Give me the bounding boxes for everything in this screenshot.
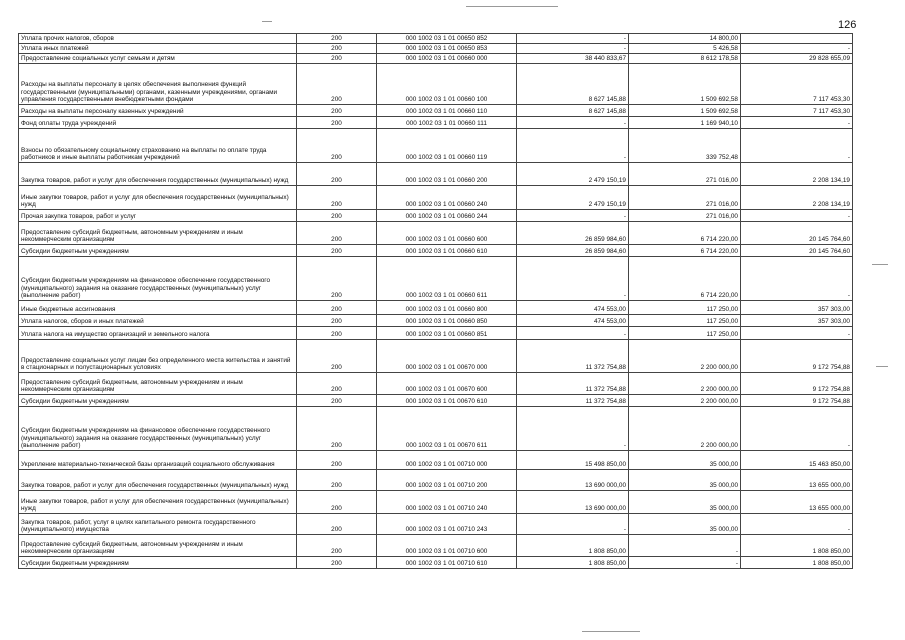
amount-cell: 5 426,58: [629, 44, 741, 54]
row-name-cell: Предоставление субсидий бюджетным, автономным учреждениям и иным некоммерческим организациям: [19, 222, 297, 245]
table-row: [19, 186, 853, 210]
line-code-cell: 200: [297, 395, 377, 407]
row-name-cell: Закупка товаров, работ, услуг в целях капитального ремонта государственного (муниципального) имущества: [19, 514, 297, 535]
budget-classification-code-cell: 000 1002 03 1 01 00660 611: [377, 257, 517, 301]
amount-cell: 7 117 453,30: [741, 105, 853, 117]
amount-cell: -: [517, 117, 629, 129]
line-code-cell: 200: [297, 535, 377, 557]
amount-cell: 357 303,00: [741, 301, 853, 315]
amount-cell: 2 479 150,19: [517, 186, 629, 210]
amount-cell: 2 208 134,19: [741, 186, 853, 210]
row-name-cell: Предоставление социальных услуг лицам без определенного места жительства и занятий в стационарных и полустационарных условиях: [19, 340, 297, 373]
amount-cell: 2 200 000,00: [629, 373, 741, 395]
line-code-cell: 200: [297, 373, 377, 395]
row-name-cell: Прочая закупка товаров, работ и услуг: [19, 210, 297, 222]
budget-classification-code-cell: 000 1002 03 1 01 00660 850: [377, 315, 517, 327]
budget-classification-code-cell: 000 1002 03 1 01 00660 244: [377, 210, 517, 222]
table-row: [19, 315, 853, 327]
budget-classification-code-cell: 000 1002 03 1 01 00660 851: [377, 327, 517, 340]
amount-cell: 35 000,00: [629, 451, 741, 470]
amount-cell: -: [629, 557, 741, 569]
amount-cell: 35 000,00: [629, 491, 741, 514]
table-row: [19, 105, 853, 117]
amount-cell: -: [517, 44, 629, 54]
amount-cell: -: [741, 44, 853, 54]
row-name-cell: Предоставление субсидий бюджетным, автономным учреждениям и иным некоммерческим организациям: [19, 535, 297, 557]
page-number: 126: [838, 19, 857, 31]
line-code-cell: 200: [297, 105, 377, 117]
amount-cell: 20 145 764,60: [741, 222, 853, 245]
amount-cell: 1 808 850,00: [741, 557, 853, 569]
line-code-cell: 200: [297, 186, 377, 210]
amount-cell: 1 509 692,58: [629, 105, 741, 117]
amount-cell: 13 655 000,00: [741, 470, 853, 491]
table-row: [19, 129, 853, 163]
table-row: [19, 117, 853, 129]
table-row: [19, 64, 853, 105]
amount-cell: 15 498 850,00: [517, 451, 629, 470]
budget-classification-code-cell: 000 1002 03 1 01 00660 240: [377, 186, 517, 210]
amount-cell: 9 172 754,88: [741, 340, 853, 373]
line-code-cell: 200: [297, 301, 377, 315]
budget-classification-code-cell: 000 1002 03 1 01 00710 610: [377, 557, 517, 569]
line-code-cell: 200: [297, 257, 377, 301]
amount-cell: 13 655 000,00: [741, 491, 853, 514]
line-code-cell: 200: [297, 54, 377, 64]
table-row: [19, 257, 853, 301]
amount-cell: 20 145 764,60: [741, 245, 853, 257]
amount-cell: 117 250,00: [629, 315, 741, 327]
budget-classification-code-cell: 000 1002 03 1 01 00710 200: [377, 470, 517, 491]
amount-cell: [741, 34, 853, 44]
amount-cell: 6 714 220,00: [629, 222, 741, 245]
amount-cell: -: [517, 257, 629, 301]
amount-cell: 2 200 000,00: [629, 395, 741, 407]
row-name-cell: Субсидии бюджетным учреждениям на финансовое обеспечение государственного (муниципального) задания на оказание государственных (муниципальных) услуг (выполнение работ): [19, 407, 297, 451]
amount-cell: 117 250,00: [629, 301, 741, 315]
row-name-cell: Закупка товаров, работ и услуг для обеспечения государственных (муниципальных) нужд: [19, 163, 297, 186]
amount-cell: 38 440 833,67: [517, 54, 629, 64]
amount-cell: 26 859 984,60: [517, 222, 629, 245]
amount-cell: 8 612 178,58: [629, 54, 741, 64]
table-row: [19, 340, 853, 373]
amount-cell: 474 553,00: [517, 315, 629, 327]
amount-cell: 117 250,00: [629, 327, 741, 340]
line-code-cell: 200: [297, 491, 377, 514]
budget-classification-code-cell: 000 1002 03 1 01 00660 119: [377, 129, 517, 163]
budget-classification-code-cell: 000 1002 03 1 01 00670 000: [377, 340, 517, 373]
amount-cell: -: [517, 129, 629, 163]
amount-cell: 1 169 940,10: [629, 117, 741, 129]
row-name-cell: Взносы по обязательному социальному страхованию на выплаты по оплате труда работников и иные выплаты работникам учреждений: [19, 129, 297, 163]
table-row: [19, 210, 853, 222]
table-row: [19, 54, 853, 64]
amount-cell: 1 808 850,00: [741, 535, 853, 557]
row-name-cell: Расходы на выплаты персоналу казенных учреждений: [19, 105, 297, 117]
table-row: [19, 44, 853, 54]
budget-classification-code-cell: 000 1002 03 1 01 00660 111: [377, 117, 517, 129]
budget-classification-code-cell: 000 1002 03 1 01 00670 610: [377, 395, 517, 407]
amount-cell: -: [741, 407, 853, 451]
amount-cell: 271 016,00: [629, 163, 741, 186]
row-name-cell: Субсидии бюджетным учреждениям: [19, 395, 297, 407]
scan-mark-right-1: [872, 264, 888, 265]
amount-cell: -: [629, 535, 741, 557]
amount-cell: 26 859 984,60: [517, 245, 629, 257]
line-code-cell: 200: [297, 222, 377, 245]
budget-classification-code-cell: 000 1002 03 1 01 00660 000: [377, 54, 517, 64]
row-name-cell: Предоставление субсидий бюджетным, автономным учреждениям и иным некоммерческим организациям: [19, 373, 297, 395]
amount-cell: 11 372 754,88: [517, 340, 629, 373]
amount-cell: 2 200 000,00: [629, 407, 741, 451]
table-row: [19, 373, 853, 395]
budget-classification-code-cell: 000 1002 03 1 01 00660 200: [377, 163, 517, 186]
amount-cell: 8 627 145,88: [517, 64, 629, 105]
amount-cell: 1 509 692,58: [629, 64, 741, 105]
amount-cell: 7 117 453,30: [741, 64, 853, 105]
amount-cell: -: [517, 327, 629, 340]
budget-classification-code-cell: 000 1002 03 1 01 00710 600: [377, 535, 517, 557]
amount-cell: 2 200 000,00: [629, 340, 741, 373]
budget-classification-code-cell: 000 1002 03 1 01 00670 600: [377, 373, 517, 395]
table-row: [19, 395, 853, 407]
table-row: [19, 535, 853, 557]
amount-cell: 29 828 655,09: [741, 54, 853, 64]
table-row: [19, 491, 853, 514]
row-name-cell: Уплата налогов, сборов и иных платежей: [19, 315, 297, 327]
amount-cell: 15 463 850,00: [741, 451, 853, 470]
amount-cell: 9 172 754,88: [741, 395, 853, 407]
amount-cell: -: [741, 129, 853, 163]
row-name-cell: Иные бюджетные ассигнования: [19, 301, 297, 315]
budget-classification-code-cell: 000 1002 03 1 01 00660 110: [377, 105, 517, 117]
budget-classification-code-cell: 000 1002 03 1 01 00670 611: [377, 407, 517, 451]
line-code-cell: 200: [297, 451, 377, 470]
row-name-cell: Уплата налога на имущество организаций и земельного налога: [19, 327, 297, 340]
row-name-cell: Иные закупки товаров, работ и услуг для обеспечения государственных (муниципальных) нужд: [19, 491, 297, 514]
amount-cell: 1 808 850,00: [517, 535, 629, 557]
amount-cell: -: [517, 210, 629, 222]
budget-classification-code-cell: 000 1002 03 1 01 00660 610: [377, 245, 517, 257]
table-row: [19, 222, 853, 245]
amount-cell: -: [517, 34, 629, 44]
amount-cell: 6 714 220,00: [629, 245, 741, 257]
amount-cell: -: [741, 514, 853, 535]
line-code-cell: 200: [297, 470, 377, 491]
table-row: [19, 163, 853, 186]
amount-cell: -: [517, 514, 629, 535]
amount-cell: 35 000,00: [629, 514, 741, 535]
amount-cell: 2 479 150,19: [517, 163, 629, 186]
table-row: [19, 557, 853, 569]
amount-cell: 6 714 220,00: [629, 257, 741, 301]
row-name-cell: Субсидии бюджетным учреждениям: [19, 557, 297, 569]
table-row: [19, 407, 853, 451]
amount-cell: 14 800,00: [629, 34, 741, 44]
amount-cell: 271 016,00: [629, 186, 741, 210]
table-row: [19, 470, 853, 491]
scan-mark-bottom: [582, 631, 640, 632]
line-code-cell: 200: [297, 163, 377, 186]
budget-classification-code-cell: 000 1002 03 1 01 00660 100: [377, 64, 517, 105]
row-name-cell: Фонд оплаты труда учреждений: [19, 117, 297, 129]
amount-cell: -: [741, 257, 853, 301]
amount-cell: 339 752,48: [629, 129, 741, 163]
row-name-cell: Расходы на выплаты персоналу в целях обеспечения выполнения функций государственными (муниципальными) органами, казенными учреждениями, органами управления государственными внебюджетными фондами: [19, 64, 297, 105]
amount-cell: 13 690 000,00: [517, 491, 629, 514]
amount-cell: 9 172 754,88: [741, 373, 853, 395]
table-row: [19, 301, 853, 315]
amount-cell: 13 690 000,00: [517, 470, 629, 491]
row-name-cell: Иные закупки товаров, работ и услуг для обеспечения государственных (муниципальных) нужд: [19, 186, 297, 210]
table-row: [19, 34, 853, 44]
scan-mark-top-left: [262, 21, 272, 22]
row-name-cell: Уплата иных платежей: [19, 44, 297, 54]
budget-classification-code-cell: 000 1002 03 1 01 00650 853: [377, 44, 517, 54]
budget-table: [18, 33, 853, 569]
amount-cell: -: [741, 117, 853, 129]
row-name-cell: Субсидии бюджетным учреждениям: [19, 245, 297, 257]
amount-cell: -: [741, 327, 853, 340]
row-name-cell: Закупка товаров, работ и услуг для обеспечения государственных (муниципальных) нужд: [19, 470, 297, 491]
amount-cell: -: [517, 407, 629, 451]
budget-classification-code-cell: 000 1002 03 1 01 00710 000: [377, 451, 517, 470]
row-name-cell: Укрепление материально-технической базы организаций социального обслуживания: [19, 451, 297, 470]
row-name-cell: Субсидии бюджетным учреждениям на финансовое обеспечение государственного (муниципального) задания на оказание государственных (муниципальных) услуг (выполнение работ): [19, 257, 297, 301]
line-code-cell: 200: [297, 340, 377, 373]
table-row: [19, 514, 853, 535]
amount-cell: 2 208 134,19: [741, 163, 853, 186]
budget-classification-code-cell: 000 1002 03 1 01 00710 243: [377, 514, 517, 535]
row-name-cell: Предоставление социальных услуг семьям и детям: [19, 54, 297, 64]
table-row: [19, 451, 853, 470]
scan-mark-right-2: [876, 366, 888, 367]
budget-classification-code-cell: 000 1002 03 1 01 00660 600: [377, 222, 517, 245]
budget-classification-code-cell: 000 1002 03 1 01 00710 240: [377, 491, 517, 514]
row-name-cell: Уплата прочих налогов, сборов: [19, 34, 297, 44]
amount-cell: 11 372 754,88: [517, 395, 629, 407]
line-code-cell: 200: [297, 34, 377, 44]
amount-cell: 8 627 145,88: [517, 105, 629, 117]
amount-cell: 357 303,00: [741, 315, 853, 327]
table-row: [19, 245, 853, 257]
line-code-cell: 200: [297, 514, 377, 535]
line-code-cell: 200: [297, 407, 377, 451]
line-code-cell: 200: [297, 245, 377, 257]
line-code-cell: 200: [297, 557, 377, 569]
amount-cell: -: [741, 210, 853, 222]
line-code-cell: 200: [297, 129, 377, 163]
line-code-cell: 200: [297, 315, 377, 327]
line-code-cell: 200: [297, 64, 377, 105]
amount-cell: 1 808 850,00: [517, 557, 629, 569]
budget-classification-code-cell: 000 1002 03 1 01 00650 852: [377, 34, 517, 44]
amount-cell: 271 016,00: [629, 210, 741, 222]
budget-classification-code-cell: 000 1002 03 1 01 00660 800: [377, 301, 517, 315]
amount-cell: 474 553,00: [517, 301, 629, 315]
line-code-cell: 200: [297, 210, 377, 222]
line-code-cell: 200: [297, 117, 377, 129]
amount-cell: 11 372 754,88: [517, 373, 629, 395]
scan-mark-top: [466, 6, 558, 7]
table-row: [19, 327, 853, 340]
line-code-cell: 200: [297, 327, 377, 340]
line-code-cell: 200: [297, 44, 377, 54]
amount-cell: 35 000,00: [629, 470, 741, 491]
